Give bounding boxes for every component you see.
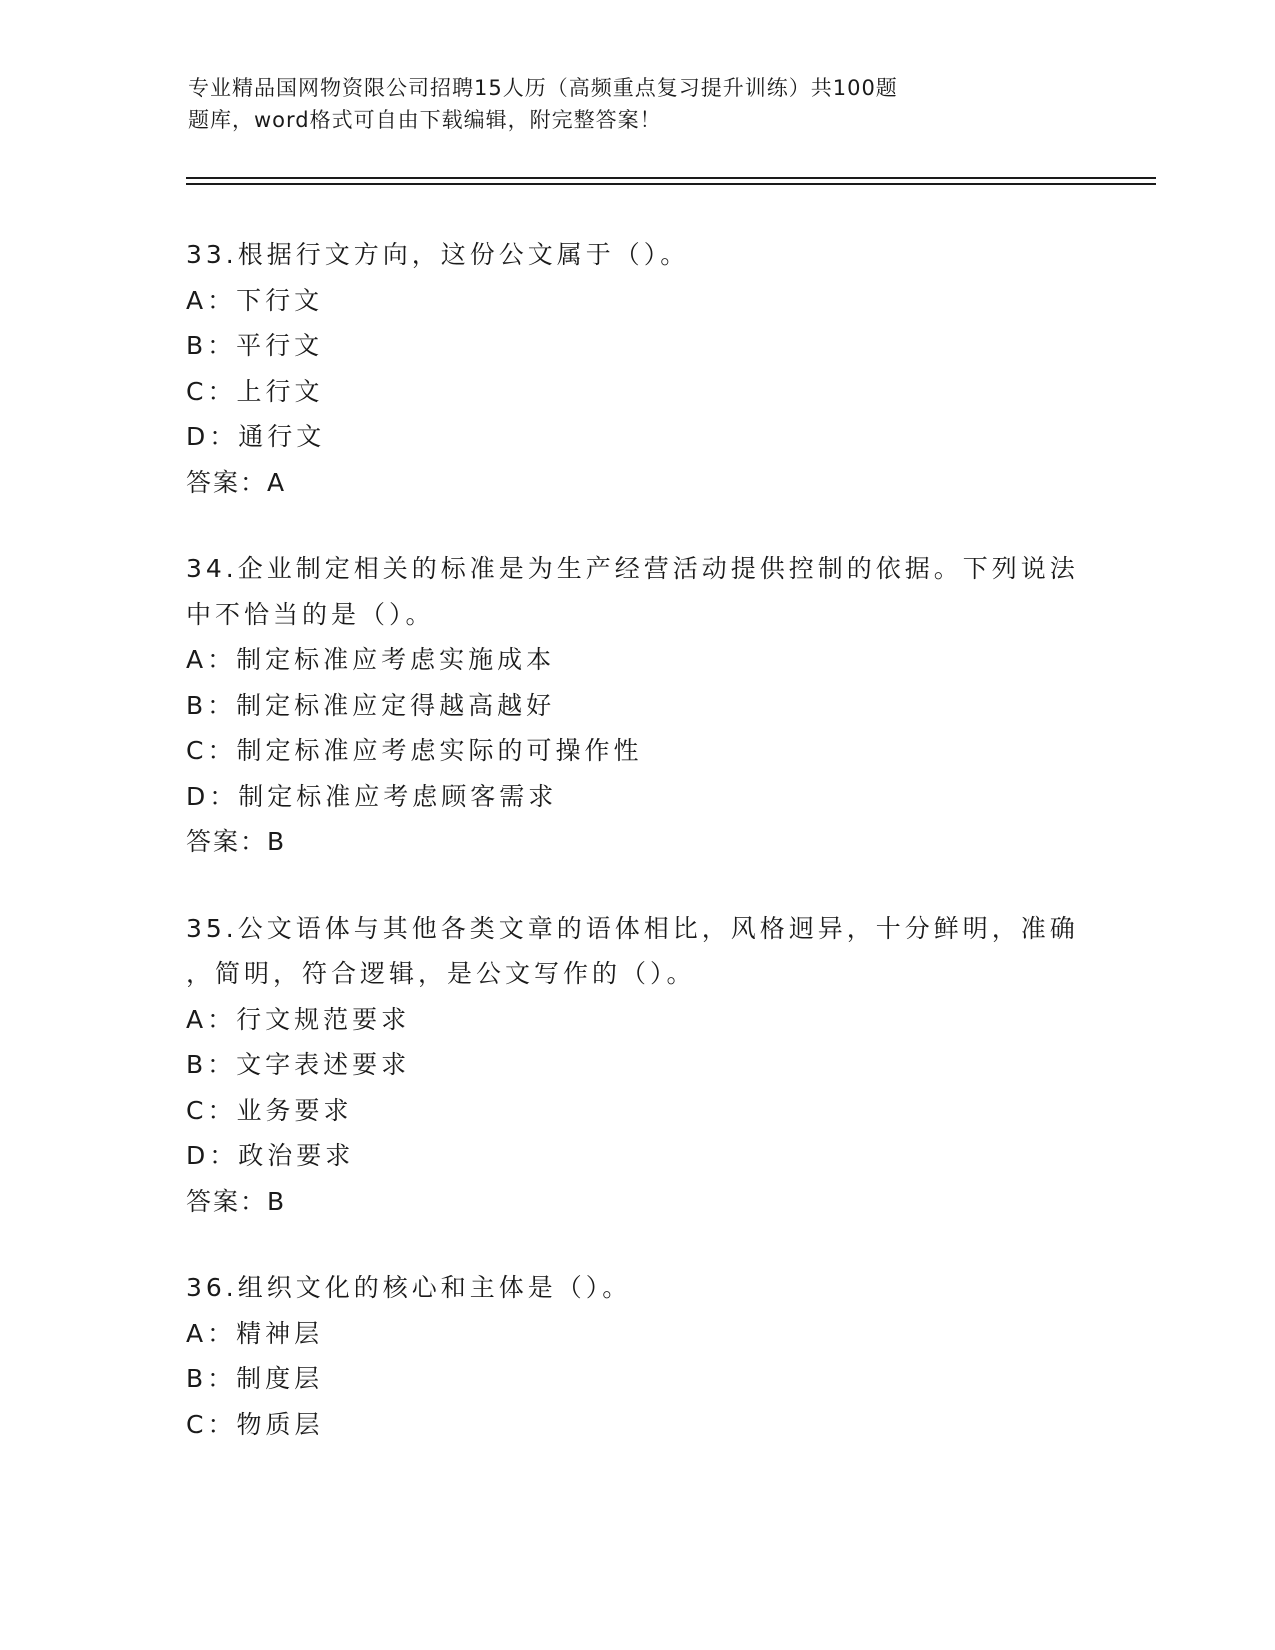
question-text: 33.根据行文方向，这份公文属于（）。 — [186, 240, 690, 269]
answer-text: 答案：B — [186, 1186, 287, 1216]
question-34 — [186, 546, 1086, 865]
question-text-continued: 中不恰当的是（）。 — [186, 599, 435, 629]
option-a: A：制定标准应考虑实施成本 — [186, 645, 556, 674]
question-text-continued: ，简明，符合逻辑，是公文写作的（）。 — [186, 959, 696, 988]
question-33 — [186, 232, 1086, 505]
option-b: B：制度层 — [186, 1364, 324, 1393]
option-c: C：上行文 — [186, 376, 324, 406]
question-35 — [186, 906, 1086, 1225]
option-d: D：通行文 — [186, 422, 326, 451]
document-header — [188, 72, 1008, 136]
question-text: 35.公文语体与其他各类文章的语体相比，风格迥异，十分鲜明，准确 — [186, 913, 1079, 943]
option-d: D：政治要求 — [186, 1141, 355, 1170]
option-b: B：平行文 — [186, 331, 324, 360]
question-text: 34.企业制定相关的标准是为生产经营活动提供控制的依据。下列说法 — [186, 554, 1079, 583]
option-c: C：制定标准应考虑实际的可操作性 — [186, 736, 643, 765]
option-d: D：制定标准应考虑顾客需求 — [186, 781, 558, 811]
answer-text: 答案：B — [186, 827, 287, 856]
header-line-2: 题库，word格式可自由下载编辑，附完整答案！ — [188, 108, 662, 132]
header-divider-bottom — [186, 183, 1156, 185]
option-a: A：精神层 — [186, 1318, 324, 1348]
header-divider-top — [186, 177, 1156, 179]
question-36 — [186, 1265, 1086, 1447]
answer-text: 答案：A — [186, 467, 287, 497]
option-a: A：下行文 — [186, 285, 324, 315]
question-list — [186, 232, 1086, 1488]
option-a: A：行文规范要求 — [186, 1004, 411, 1034]
question-text: 36.组织文化的核心和主体是（）。 — [186, 1273, 632, 1302]
option-c: C：业务要求 — [186, 1095, 353, 1125]
option-b: B：文字表述要求 — [186, 1050, 411, 1079]
option-c: C：物质层 — [186, 1409, 324, 1439]
header-line-1: 专业精品国网物资限公司招聘15人历（高频重点复习提升训练）共100题 — [188, 76, 898, 100]
option-b: B：制定标准应定得越高越好 — [186, 690, 556, 720]
